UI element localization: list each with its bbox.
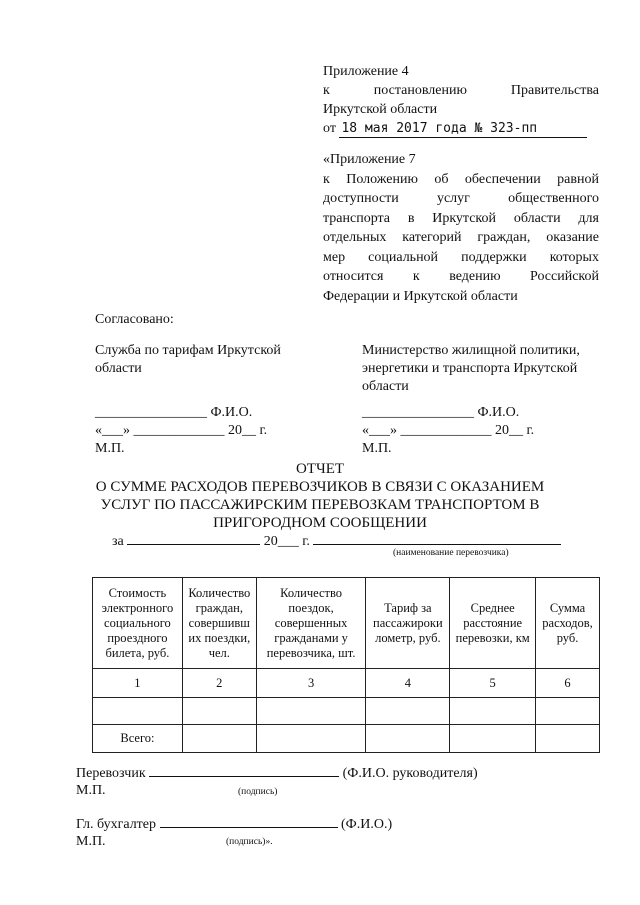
- header-trips-count: Количество поездок, совершенных гражданами у перевозчика, шт.: [256, 578, 366, 669]
- table-cell: [536, 698, 600, 725]
- report-title-block: [70, 460, 570, 532]
- period-line: за 20___ г.: [112, 532, 561, 551]
- report-subtitle-1: О СУММЕ РАСХОДОВ ПЕРЕВОЗЧИКОВ В СВЯЗИ С ОКАЗАНИЕМ: [95, 479, 545, 495]
- appendix-4-region: Иркутской области: [323, 102, 438, 117]
- accountant-sign-caption: (подпись)».: [226, 837, 273, 847]
- carrier-stamp: М.П.: [76, 783, 106, 798]
- table-cell: [256, 698, 366, 725]
- right-date-line: «___» _____________ 20__ г.: [362, 423, 535, 438]
- table-cell: [182, 725, 256, 753]
- carrier-signature-blank: [149, 764, 339, 777]
- right-sign-line: ________________ Ф.И.О.: [362, 405, 520, 420]
- report-table: [92, 577, 600, 753]
- right-stamp: М.П.: [362, 441, 392, 456]
- right-org-name-2: энергетики и транспорта Иркутской: [362, 361, 578, 376]
- carrier-sign-line: Перевозчик (Ф.И.О. руководителя): [76, 766, 478, 781]
- report-title: ОТЧЕТ: [295, 461, 345, 477]
- right-org-name-3: области: [362, 379, 409, 394]
- appendix-7-title: «Приложение 7: [323, 152, 416, 167]
- table-cell: [256, 725, 366, 753]
- header-citizens-count: Количество граждан, совершивш их поездки, чел.: [182, 578, 256, 669]
- appendix-4-decree-line: к постановлению Правительства: [323, 83, 599, 98]
- left-org-name-1: Служба по тарифам Иркутской: [95, 343, 281, 358]
- accountant-stamp: М.П.: [76, 834, 106, 849]
- column-number: 6: [536, 669, 600, 698]
- table-cell: [182, 698, 256, 725]
- appendix-7-block: «Приложение 7 к Положению об обеспечении равной доступности услуг общественного транспорта в Иркутской области для отдельных категорий граждан, оказание мер социальной поддержки которых относится к ведению Российской Федерации и Иркутской области: [323, 152, 599, 304]
- column-number: 3: [256, 669, 366, 698]
- left-org-name-2: области: [95, 361, 142, 376]
- carrier-name-blank: [313, 532, 561, 545]
- header-expenses-sum: Сумма расходов, руб.: [536, 578, 600, 669]
- column-number: 4: [366, 669, 450, 698]
- appendix-4-block: [323, 62, 599, 138]
- decree-date: 18 мая 2017 года № 323-пп: [339, 121, 587, 138]
- period-blank: [127, 532, 260, 545]
- table-total-row: [93, 725, 600, 753]
- table-row: [93, 698, 600, 725]
- table-number-row: [93, 669, 600, 698]
- agreed-label: Согласовано:: [95, 312, 174, 327]
- left-stamp: М.П.: [95, 441, 125, 456]
- carrier-sign-caption: (подпись): [238, 787, 278, 797]
- appendix-4-title: Приложение 4: [323, 64, 409, 79]
- header-tariff: Тариф за пассажироки лометр, руб.: [366, 578, 450, 669]
- accountant-signature-blank: [160, 815, 338, 828]
- table-cell: [366, 698, 450, 725]
- total-label: Всего:: [93, 725, 183, 753]
- carrier-caption: (наименование перевозчика): [393, 548, 509, 558]
- left-date-line: «___» _____________ 20__ г.: [95, 423, 268, 438]
- table-header-row: [93, 578, 600, 669]
- report-subtitle-3: ПРИГОРОДНОМ СООБЩЕНИИ: [213, 515, 427, 531]
- left-sign-line: ________________ Ф.И.О.: [95, 405, 253, 420]
- accountant-sign-line: Гл. бухгалтер (Ф.И.О.): [76, 817, 393, 832]
- table-cell: [366, 725, 450, 753]
- column-number: 1: [93, 669, 183, 698]
- table-cell: [93, 698, 183, 725]
- column-number: 2: [182, 669, 256, 698]
- right-org-name-1: Министерство жилищной политики,: [362, 343, 580, 358]
- header-ticket-cost: Стоимость электронного социального проездного билета, руб.: [93, 578, 183, 669]
- table-cell: [450, 698, 536, 725]
- table-cell: [536, 725, 600, 753]
- column-number: 5: [450, 669, 536, 698]
- table-cell: [450, 725, 536, 753]
- report-subtitle-2: УСЛУГ ПО ПАССАЖИРСКИМ ПЕРЕВОЗКАМ ТРАНСПОРТОМ В: [100, 497, 540, 513]
- header-distance: Среднее расстояние перевозки, км: [450, 578, 536, 669]
- appendix-4-date-line: от 18 мая 2017 года № 323-пп: [323, 119, 599, 138]
